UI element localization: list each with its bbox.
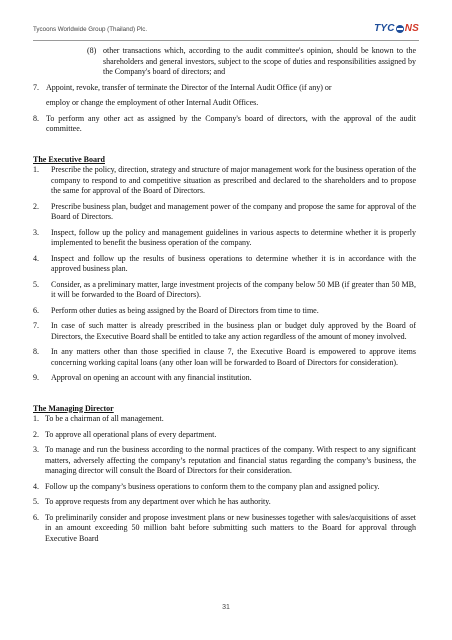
item-text: Inspect, follow up the policy and management guidelines in various aspects to determine whether it is properly implemented to benefit the business operation of the company. [51,227,416,247]
item-text: In any matters other than those specified in clause 7, the Executive Board is empowered to approve items concerning working capital loans (any other loan will be forwarded to Board of Directors for consideration). [51,347,416,367]
list-item [33,280,416,301]
item-text: To be a chairman of all management. [45,414,164,423]
item-number: 4. [33,481,39,491]
item-text: Prescribe business plan, budget and management power of the company and propose the same for approval of the Board of Directors. [51,201,416,221]
logo-text-right: NS [404,23,419,34]
list-item [33,254,416,275]
item-number: 1. [33,165,39,174]
item-number: 9. [33,373,39,382]
item-number: 1. [33,414,39,423]
item-text: To approve requests from any department over which he has authority. [45,497,271,506]
list-item [33,373,416,384]
item-number: 6. [33,305,39,315]
list-item [33,497,416,508]
item-number: 4. [33,253,39,263]
item-number: 8. [33,347,39,356]
list-item [33,165,416,197]
item-number: 2. [33,201,39,211]
document-body [33,46,416,544]
item-text: In case of such matter is already prescribed in the business plan or budget duly approved by the Board of Directors, the Executive Board shall be entitled to take any action regardless of the amount of money involved. [51,321,416,341]
item-number: 2. [33,429,39,439]
list-item [33,321,416,342]
list-item [33,482,416,493]
item-number: 3. [33,445,39,454]
item-text: other transactions which, according to the audit committee's opinion, should be known to the shareholders and general investors, subject to the scope of duties and responsibilities assigned by the Company's board of directors; and [103,46,416,76]
item-text: employ or change the employment of other Internal Audit Offices. [46,98,259,107]
company-name: Tycoons Worldwide Group (Thailand) Plc. [33,26,148,33]
item-text: Perform other duties as being assigned by the Board of Directors from time to time. [51,305,319,315]
list-item [33,414,416,425]
item-text: To manage and run the business according to the normal practices of the company. With respect to any significant matters, adversely affecting the company’s reputation and financial status regarding the company’s business, the managing director will consult the Board of Directors for their consideration. [45,445,416,475]
item-text: To preliminarily consider and propose investment plans or new businesses together with sales/acquisitions of asset in an amount exceeding 50 million baht before submitting such matters to the Board for approval through Executive Board [45,512,416,543]
item-number: 7. [33,321,39,330]
logo-globe-icon [396,25,404,33]
item-number: 7. [33,82,39,92]
audit-item-7 [33,83,416,94]
executive-board-title: The Executive Board [33,154,105,164]
list-item [33,306,416,317]
page-number: 31 [222,604,230,611]
company-logo [374,23,419,34]
item-number: 5. [33,279,39,289]
item-text: To perform any other act as assigned by the Company's board of directors, with the approval of the audit committee. [46,113,416,133]
item-number: 6. [33,512,39,522]
list-item [33,430,416,441]
audit-item-8 [33,114,416,135]
item-text: To approve all operational plans of every department. [45,429,217,439]
item-text: Approval on opening an account with any financial institution. [51,373,252,382]
item-text: Follow up the company’s business operations to conform them to the company plan and assigned policy. [45,481,380,491]
item-number: 5. [33,497,39,506]
list-item [33,228,416,249]
logo-text-left: TYC [374,23,395,34]
audit-item-7-continued [33,98,416,109]
item-text: Consider, as a preliminary matter, large investment projects of the company below 50 MB (if greater than 50 MB, it will be forwarded to the Board of Directors). [51,279,416,299]
item-number [33,98,43,109]
item-number: 8. [33,113,39,123]
managing-director-title: The Managing Director [33,403,114,413]
item-number: 3. [33,227,39,237]
continued-item [87,46,416,78]
list-item [33,202,416,223]
item-text: Appoint, revoke, transfer of terminate the Director of the Internal Audit Office (if any) or [46,82,332,92]
item-text: Prescribe the policy, direction, strategy and structure of major management work for the business operation of the company to respond to and competitive situation as prescribed and declared to the shareholders and to propose the same for approval of the Board of Directors. [51,165,416,195]
item-number: (8) [87,46,97,55]
list-item [33,513,416,545]
item-text: Inspect and follow up the results of business operations to determine whether it is in accordance with the approved business plan. [51,253,416,273]
page-header [33,24,419,41]
list-item [33,445,416,477]
list-item [33,347,416,368]
